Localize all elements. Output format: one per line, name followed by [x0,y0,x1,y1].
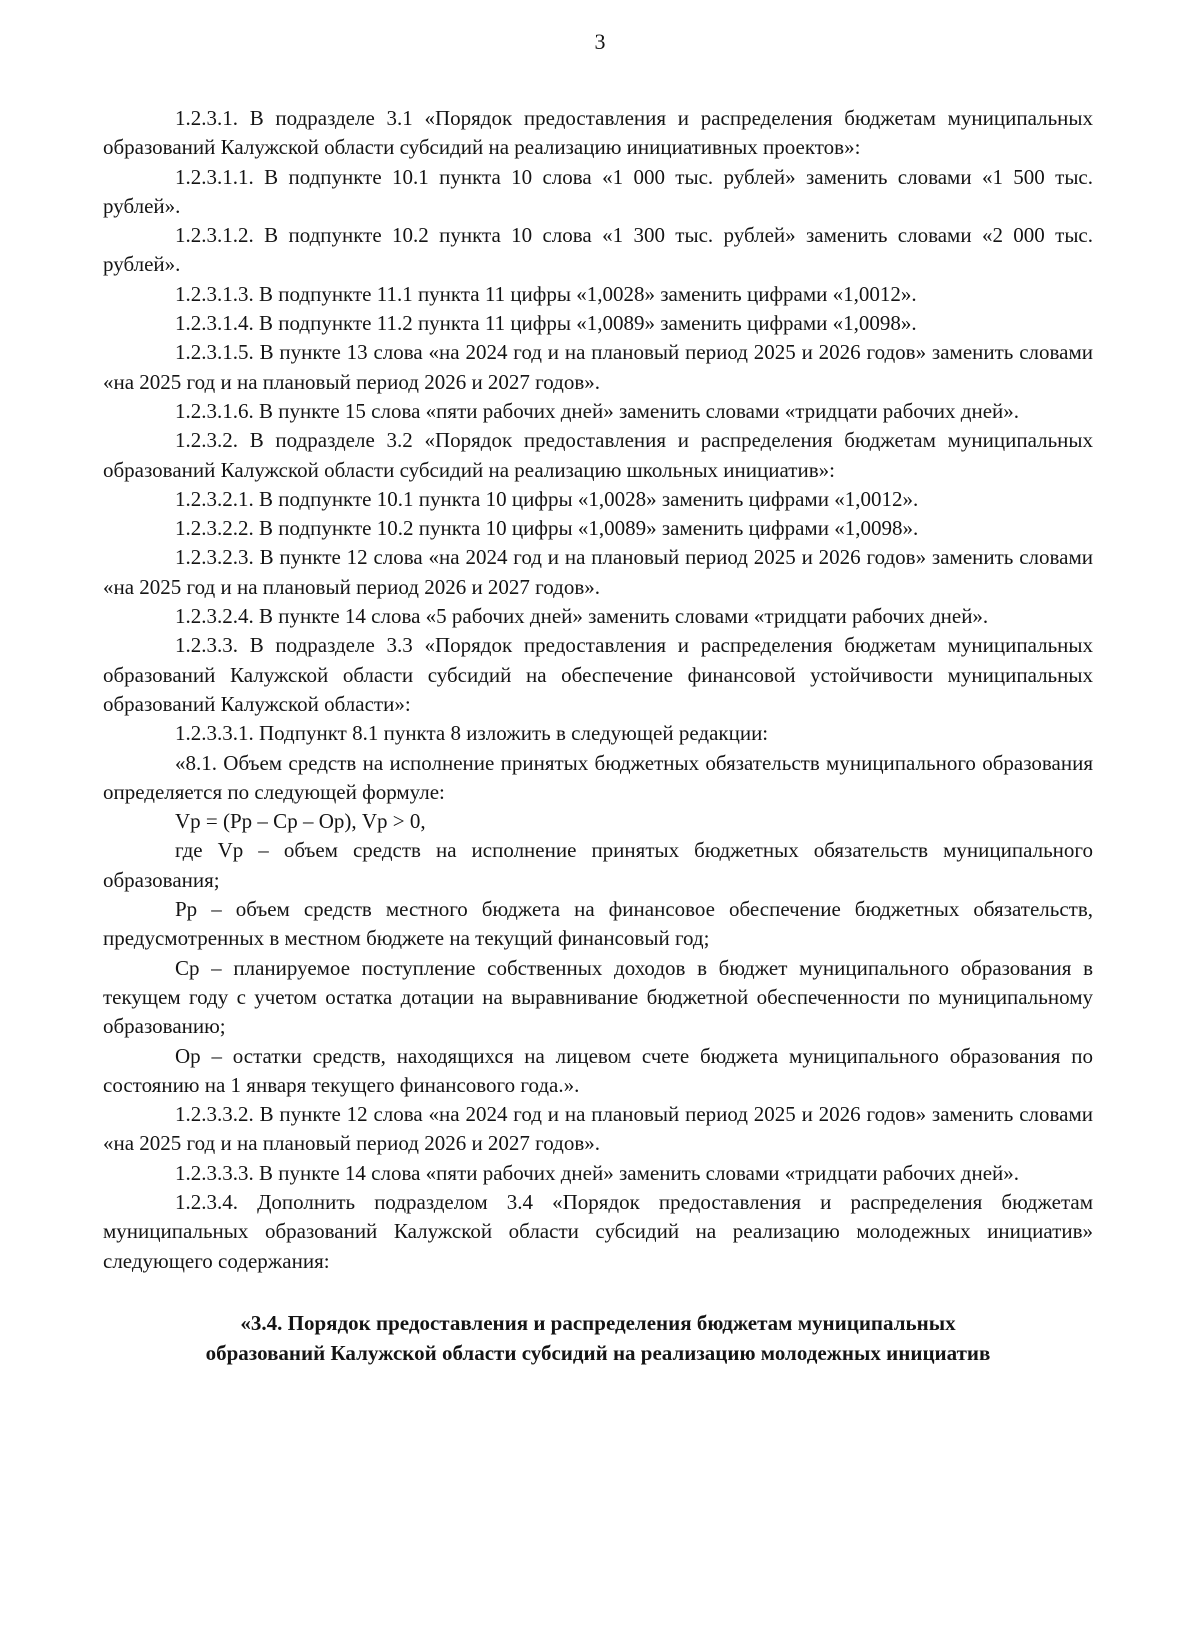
paragraph-1-2-3-3-2: 1.2.3.3.2. В пункте 12 слова «на 2024 год и на плановый период 2025 и 2026 годов» заменить словами «на 2025 год и на плановый период 2026 и 2027 годов». [103,1102,1093,1156]
section-heading-line-2: образований Калужской области субсидий на реализацию молодежных инициатив [205,1340,991,1365]
paragraph-1-2-3-1-3: 1.2.3.1.3. В подпункте 11.1 пункта 11 цифры «1,0028» заменить цифрами «1,0012». [175,281,917,306]
paragraph-1-2-3-3: 1.2.3.3. В подразделе 3.3 «Порядок предоставления и распределения бюджетам муниципальных образований Калужской области субсидий на обеспечение финансовой устойчивости муниципальных образований Калужской области»: [103,633,1093,716]
paragraph-8-1: «8.1. Объем средств на исполнение принятых бюджетных обязательств муниципального образования определяется по следующей формуле: [103,750,1093,804]
paragraph-1-2-3-2-4: 1.2.3.2.4. В пункте 14 слова «5 рабочих дней» заменить словами «тридцати рабочих дней». [175,604,989,629]
paragraph-1-2-3-1: 1.2.3.1. В подразделе 3.1 «Порядок предоставления и распределения бюджетам муниципальных образований Калужской области субсидий на реализацию инициативных проектов»: [103,106,1093,160]
paragraph-1-2-3-4: 1.2.3.4. Дополнить подразделом 3.4 «Порядок предоставления и распределения бюджетам муниципальных образований Калужской области субсидий на реализацию молодежных инициатив» следующего содержания: [103,1189,1093,1273]
definition-rp: Рр – объем средств местного бюджета на финансовое обеспечение бюджетных обязательств, предусмотренных в местном бюджете на текущий финансовый год; [103,897,1093,951]
paragraph-1-2-3-1-1: 1.2.3.1.1. В подпункте 10.1 пункта 10 слова «1 000 тыс. рублей» заменить словами «1 500 тыс. рублей». [103,164,1093,218]
definition-vp: где Vр – объем средств на исполнение принятых бюджетных обязательств муниципального образования; [103,838,1093,892]
paragraph-1-2-3-1-4: 1.2.3.1.4. В подпункте 11.2 пункта 11 цифры «1,0089» заменить цифрами «1,0098». [175,311,917,336]
document-body [103,104,1093,1368]
paragraph-1-2-3-1-6: 1.2.3.1.6. В пункте 15 слова «пяти рабочих дней» заменить словами «тридцати рабочих дней». [175,398,1019,423]
page-number: 3 [594,29,606,54]
paragraph-1-2-3-2-2: 1.2.3.2.2. В подпункте 10.2 пункта 10 цифры «1,0089» заменить цифрами «1,0098». [175,516,919,541]
paragraph-1-2-3-3-1: 1.2.3.3.1. Подпункт 8.1 пункта 8 изложить в следующей редакции: [175,721,769,746]
definition-cp: Ср – планируемое поступление собственных доходов в бюджет муниципального образования в текущем году с учетом остатка дотации на выравнивание бюджетной обеспеченности по муниципальному образованию; [103,955,1093,1039]
paragraph-1-2-3-1-2: 1.2.3.1.2. В подпункте 10.2 пункта 10 слова «1 300 тыс. рублей» заменить словами «2 000 тыс. рублей». [103,223,1093,277]
section-heading-3-4 [103,1308,1093,1368]
section-heading-line-1: «3.4. Порядок предоставления и распределения бюджетам муниципальных [240,1310,956,1335]
paragraph-1-2-3-2-3: 1.2.3.2.3. В пункте 12 слова «на 2024 год и на плановый период 2025 и 2026 годов» заменить словами «на 2025 год и на плановый период 2026 и 2027 годов». [103,545,1093,599]
paragraph-1-2-3-1-5: 1.2.3.1.5. В пункте 13 слова «на 2024 год и на плановый период 2025 и 2026 годов» заменить словами «на 2025 год и на плановый период 2026 и 2027 годов». [103,340,1093,394]
paragraph-1-2-3-3-3: 1.2.3.3.3. В пункте 14 слова «пяти рабочих дней» заменить словами «тридцати рабочих дней». [175,1160,1019,1185]
paragraph-1-2-3-2-1: 1.2.3.2.1. В подпункте 10.1 пункта 10 цифры «1,0028» заменить цифрами «1,0012». [175,486,919,511]
definition-op: Ор – остатки средств, находящихся на лицевом счете бюджета муниципального образования по состоянию на 1 января текущего финансового года.». [103,1043,1093,1097]
formula: Vр = (Рр – Ср – Ор), Vр > 0, [175,809,426,834]
paragraph-1-2-3-2: 1.2.3.2. В подразделе 3.2 «Порядок предоставления и распределения бюджетам муниципальных образований Калужской области субсидий на реализацию школьных инициатив»: [103,428,1093,482]
